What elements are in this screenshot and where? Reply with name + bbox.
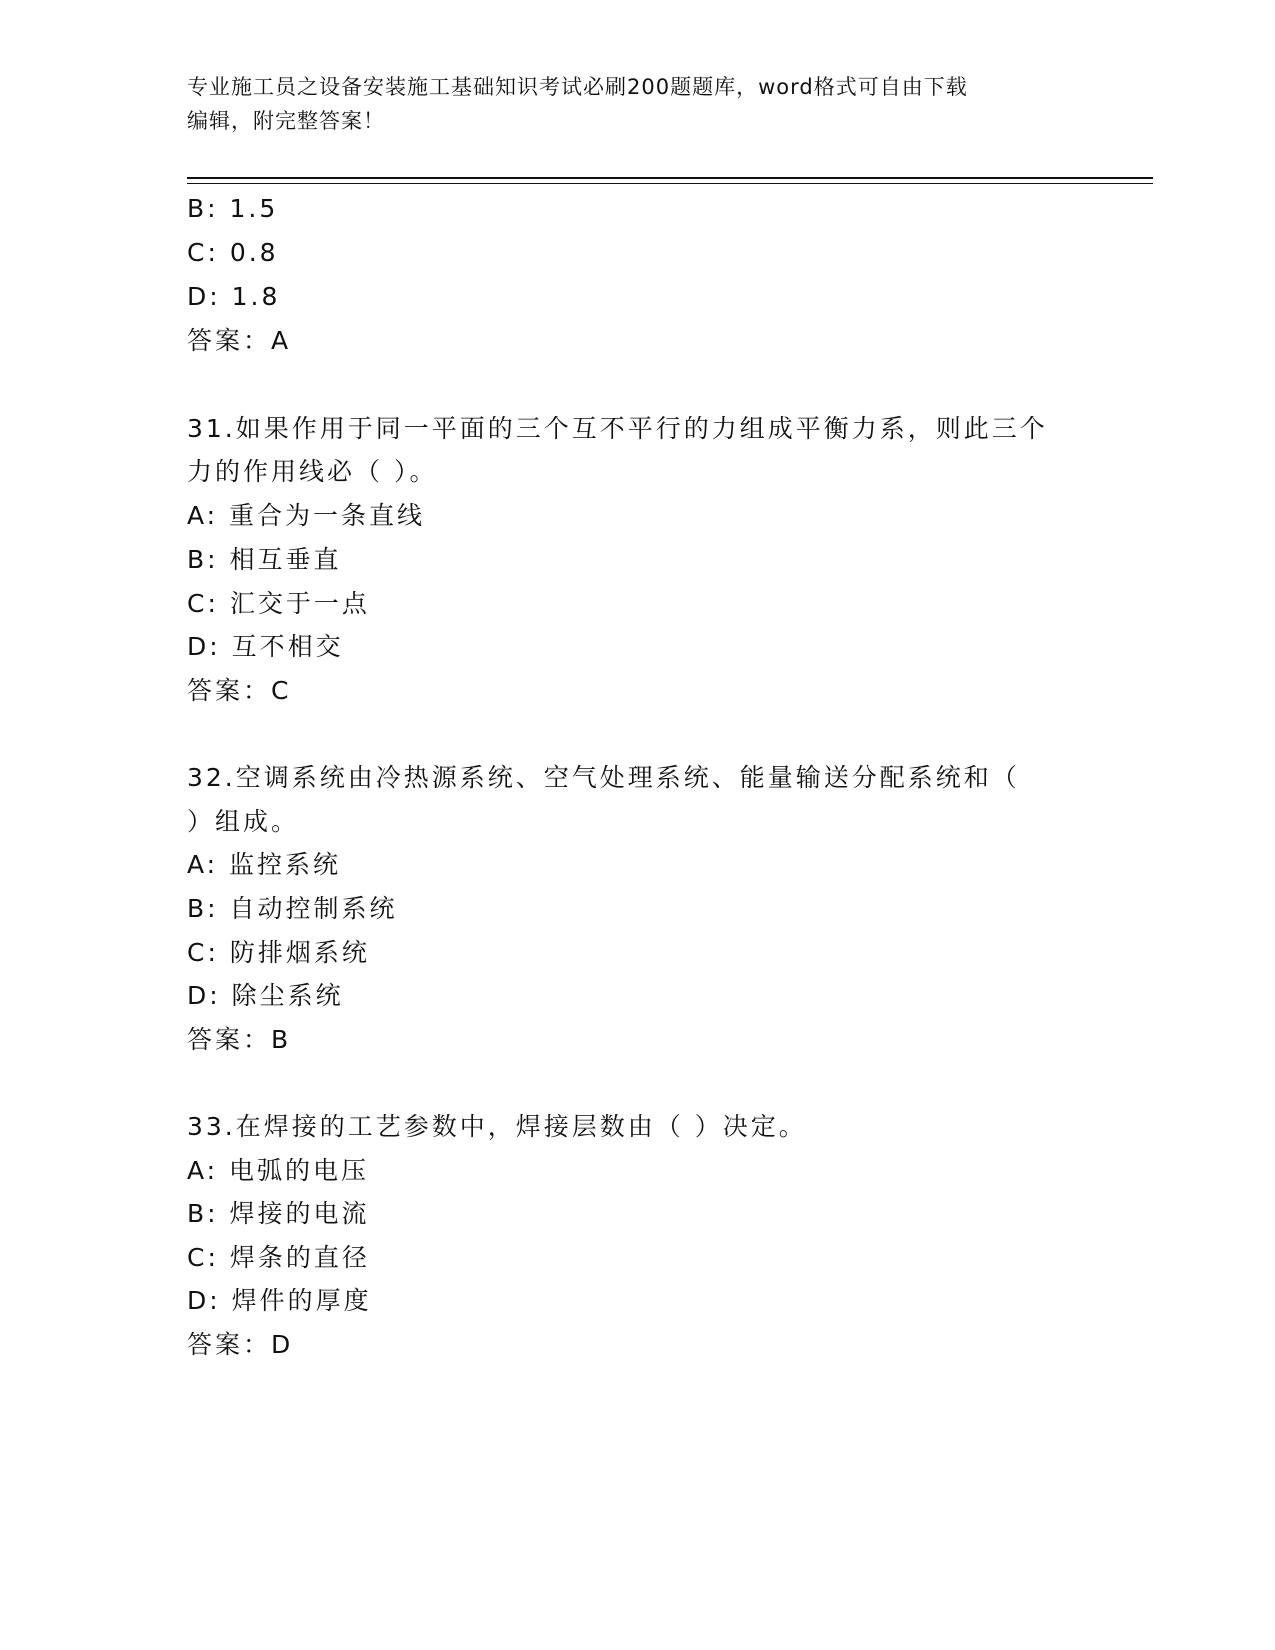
header-divider-thin	[187, 183, 1153, 184]
header-title-line-2: 编辑，附完整答案！	[187, 109, 385, 133]
q31-stem-line-2: 力的作用线必（ ）。	[187, 457, 438, 486]
q33-option-b: B: 焊接的电流	[187, 1199, 370, 1228]
q33-option-c: C: 焊条的直径	[187, 1243, 370, 1272]
q33-option-a: A: 电弧的电压	[187, 1156, 370, 1185]
prev-option-b: B: 1.5	[187, 194, 279, 223]
q32-option-b: B: 自动控制系统	[187, 894, 398, 923]
q32-stem-line-2: ）组成。	[187, 807, 300, 836]
document-header	[187, 70, 1067, 138]
q31-option-c: C: 汇交于一点	[187, 589, 370, 618]
header-divider-thick	[187, 177, 1153, 179]
q31-option-b: B: 相互垂直	[187, 545, 342, 574]
q31-answer: 答案：C	[187, 676, 292, 705]
q32-answer: 答案：B	[187, 1025, 292, 1054]
q32-option-a: A: 监控系统	[187, 850, 342, 879]
q33-stem: 33.在焊接的工艺参数中，焊接层数由（ ）决定。	[187, 1112, 807, 1141]
prev-option-d: D: 1.8	[187, 282, 281, 311]
q31-option-d: D: 互不相交	[187, 632, 344, 661]
header-title-line-1: 专业施工员之设备安装施工基础知识考试必刷200题题库，word格式可自由下载	[187, 75, 968, 99]
q33-option-d: D: 焊件的厚度	[187, 1286, 372, 1315]
q31-stem-line-1: 31.如果作用于同一平面的三个互不平行的力组成平衡力系，则此三个	[187, 414, 1048, 443]
q32-option-d: D: 除尘系统	[187, 981, 344, 1010]
prev-answer: 答案：A	[187, 326, 292, 355]
q32-stem-line-1: 32.空调系统由冷热源系统、空气处理系统、能量输送分配系统和（	[187, 763, 1020, 792]
prev-option-c: C: 0.8	[187, 238, 279, 267]
q32-option-c: C: 防排烟系统	[187, 938, 370, 967]
q33-answer: 答案：D	[187, 1330, 294, 1359]
q31-option-a: A: 重合为一条直线	[187, 501, 426, 530]
